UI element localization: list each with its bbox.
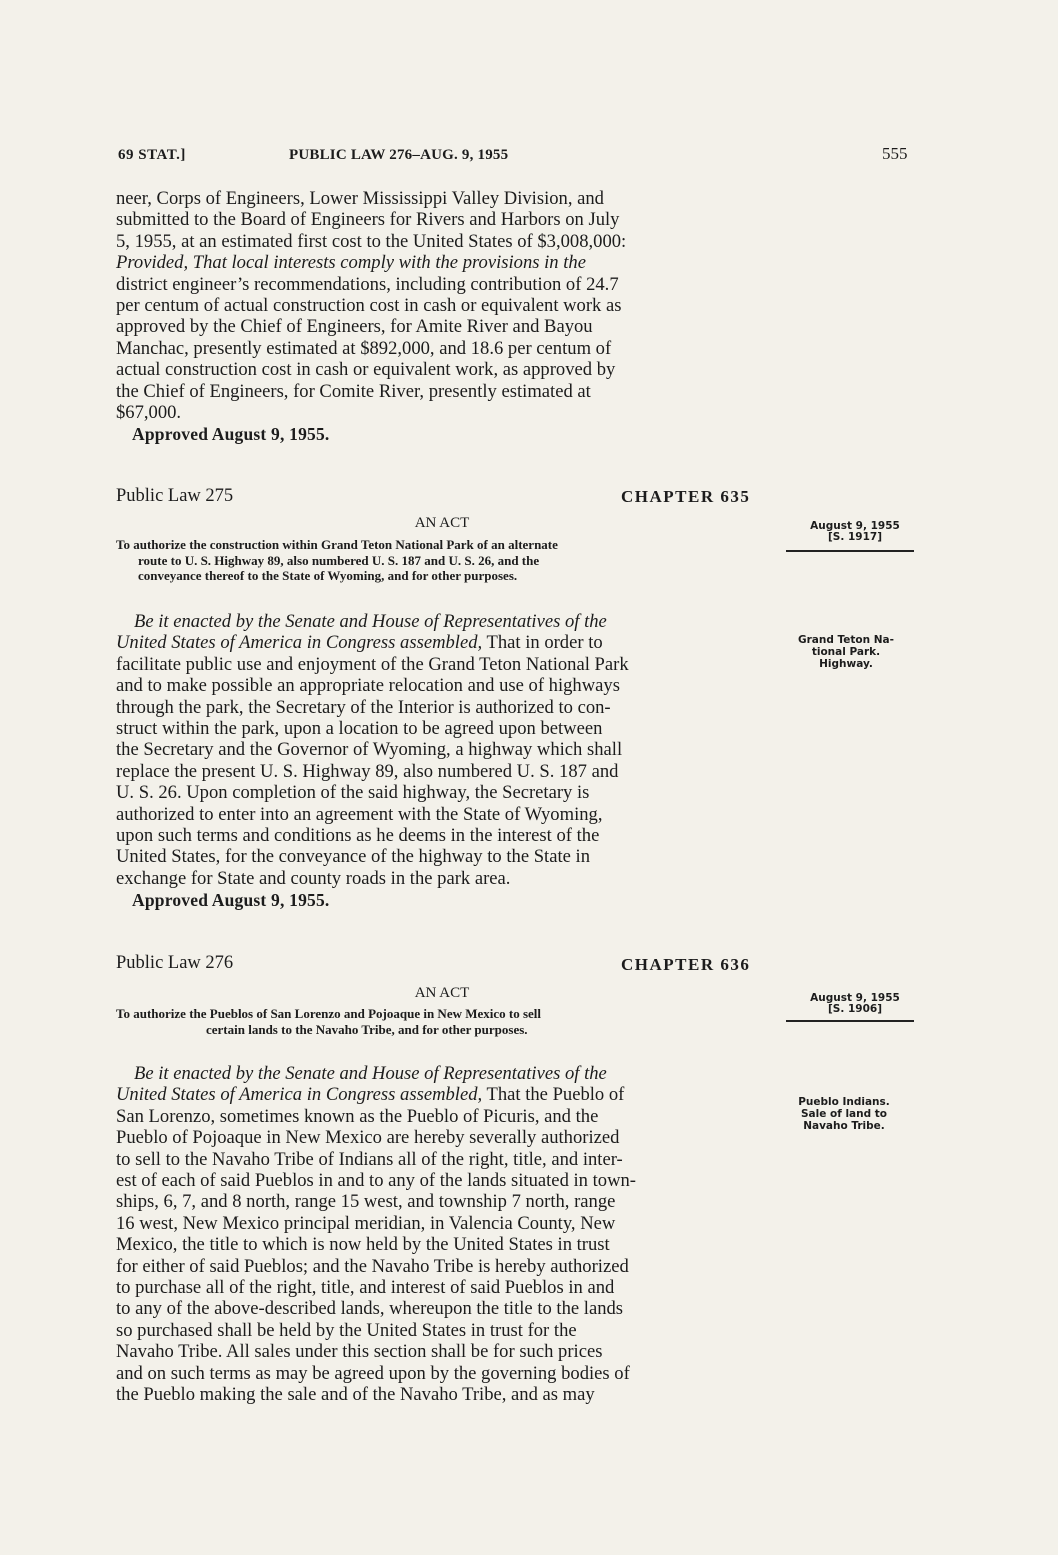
text-line: neer, Corps of Engineers, Lower Mississippi Valley Division, and: [116, 188, 604, 209]
text-line: for either of said Pueblos; and the Navaho Tribe is hereby authorized: [116, 1255, 629, 1277]
margin-date-text: August 9, 1955: [810, 520, 900, 532]
running-title: PUBLIC LAW 276–AUG. 9, 1955: [289, 147, 509, 163]
text-line: authorized to enter into an agreement with the State of Wyoming,: [116, 803, 603, 825]
text-line: U. S. 26. Upon completion of the said highway, the Secretary is: [116, 782, 590, 804]
text-line: United States of America in Congress assembled, That the Pueblo of: [116, 1084, 625, 1106]
an-act-heading: AN ACT: [414, 985, 470, 1001]
approved-date: Approved August 9, 1955.: [132, 424, 330, 445]
margin-rule: [786, 1020, 914, 1022]
text-line: exchange for State and county roads in the park area.: [116, 867, 511, 889]
title-line: To authorize the construction within Grand Teton National Park of an alternate: [116, 537, 558, 552]
text-line: Mexico, the title to which is now held by the United States in trust: [116, 1234, 610, 1256]
public-law-276-label: Public Law 276: [116, 953, 234, 973]
law-276-body: [116, 1063, 768, 1406]
margin-note-line: Pueblo Indians.: [798, 1096, 890, 1108]
margin-date-275: [790, 521, 920, 543]
text-line: so purchased shall be held by the United States in trust for the: [116, 1319, 577, 1341]
law-276-paragraph: [116, 1063, 768, 1406]
text-line: to sell to the Navaho Tribe of Indians all of the right, title, and inter-: [116, 1148, 623, 1170]
margin-bill-number: [S. 1906]: [827, 1003, 883, 1015]
text-line: facilitate public use and enjoyment of the Grand Teton National Park: [116, 653, 629, 675]
title-line: conveyance thereof to the State of Wyoming, and for other purposes.: [138, 568, 518, 583]
text-line: the Chief of Engineers, for Comite River, presently estimated at: [116, 380, 591, 402]
text-line: 5, 1955, at an estimated first cost to the United States of $3,008,000:: [116, 230, 627, 252]
text-line: to purchase all of the right, title, and interest of said Pueblos in and: [116, 1277, 615, 1299]
margin-date-276: [790, 993, 920, 1015]
text-line: [116, 252, 768, 273]
text-line: actual construction cost in cash or equivalent work, as approved by: [116, 359, 616, 381]
text-line: [116, 611, 768, 632]
title-line: certain lands to the Navaho Tribe, and for other purposes.: [206, 1021, 528, 1037]
enacting-clause: Be it enacted by the Senate and House of Representatives of the: [134, 611, 607, 632]
text-line: est of each of said Pueblos in and to any of the lands situated in town-: [116, 1170, 636, 1192]
margin-date-text: August 9, 1955: [810, 992, 900, 1004]
margin-note-line: Highway.: [819, 658, 873, 670]
continuation-section: [116, 188, 768, 445]
text-line: United States of America in Congress assembled, That in order to: [116, 632, 603, 654]
text-line: the Pueblo making the sale and of the Navaho Tribe, and as may: [116, 1384, 595, 1406]
proviso-line: Provided, That local interests comply with the provisions in the: [116, 252, 586, 274]
text-line: ships, 6, 7, and 8 north, range 15 west, and township 7 north, range: [116, 1191, 616, 1213]
public-law-275-label: Public Law 275: [116, 486, 234, 506]
text-line: Pueblo of Pojoaque in New Mexico are hereby severally authorized: [116, 1127, 620, 1149]
chapter-635: CHAPTER 635: [621, 487, 751, 506]
margin-bill-number: [S. 1917]: [827, 531, 883, 543]
text-line: replace the present U. S. Highway 89, also numbered U. S. 187 and: [116, 760, 619, 782]
text-line: Navaho Tribe. All sales under this section shall be for such prices: [116, 1341, 603, 1363]
text-line: the Secretary and the Governor of Wyoming, a highway which shall: [116, 739, 623, 761]
text-line: $67,000.: [116, 402, 182, 424]
text-line: and to make possible an appropriate relocation and use of highways: [116, 675, 620, 697]
margin-note-line: tional Park.: [811, 646, 881, 658]
text-line: Manchac, presently estimated at $892,000, and 18.6 per centum of: [116, 337, 612, 359]
margin-note-line: Grand Teton Na-: [797, 634, 894, 646]
an-act-heading: AN ACT: [414, 515, 470, 531]
title-line: route to U. S. Highway 89, also numbered U. S. 187 and U. S. 26, and the: [138, 552, 540, 568]
text-line: United States, for the conveyance of the highway to the State in: [116, 846, 591, 868]
text-line: San Lorenzo, sometimes known as the Pueblo of Picuris, and the: [116, 1105, 599, 1127]
text-line: through the park, the Secretary of the Interior is authorized to con-: [116, 696, 611, 718]
margin-note-276: [778, 1096, 910, 1132]
enacting-clause: Be it enacted by the Senate and House of Representatives of the: [134, 1063, 607, 1084]
page-number: 555: [882, 144, 908, 163]
text-line: to any of the above-described lands, whereupon the title to the lands: [116, 1298, 624, 1320]
law-276-title: [116, 1006, 776, 1037]
text-line: upon such terms and conditions as he deems in the interest of the: [116, 825, 600, 847]
text-line: 16 west, New Mexico principal meridian, in Valencia County, New: [116, 1212, 616, 1234]
title-line: To authorize the Pueblos of San Lorenzo and Pojoaque in New Mexico to sell: [116, 1006, 542, 1021]
margin-note-275: [780, 634, 912, 670]
text-line: approved by the Chief of Engineers, for Amite River and Bayou: [116, 316, 593, 338]
law-275-body: [116, 611, 768, 911]
text-line: struct within the park, upon a location to be agreed upon between: [116, 718, 603, 740]
text-line: submitted to the Board of Engineers for Rivers and Harbors on July: [116, 209, 620, 231]
margin-note-line: Sale of land to: [800, 1108, 888, 1120]
stat-reference: 69 STAT.]: [118, 147, 186, 163]
text-line: [116, 1063, 768, 1084]
margin-rule: [786, 550, 914, 552]
approved-date: Approved August 9, 1955.: [132, 890, 330, 911]
law-275-paragraph: [116, 611, 768, 889]
text-line: district engineer’s recommendations, including contribution of 24.7: [116, 273, 619, 295]
text-line: per centum of actual construction cost in cash or equivalent work as: [116, 295, 622, 317]
law-275-title: [116, 537, 776, 584]
margin-note-line: Navaho Tribe.: [803, 1120, 885, 1132]
continuation-paragraph: [116, 188, 768, 423]
chapter-636: CHAPTER 636: [621, 955, 751, 974]
text-line: and on such terms as may be agreed upon by the governing bodies of: [116, 1362, 630, 1384]
